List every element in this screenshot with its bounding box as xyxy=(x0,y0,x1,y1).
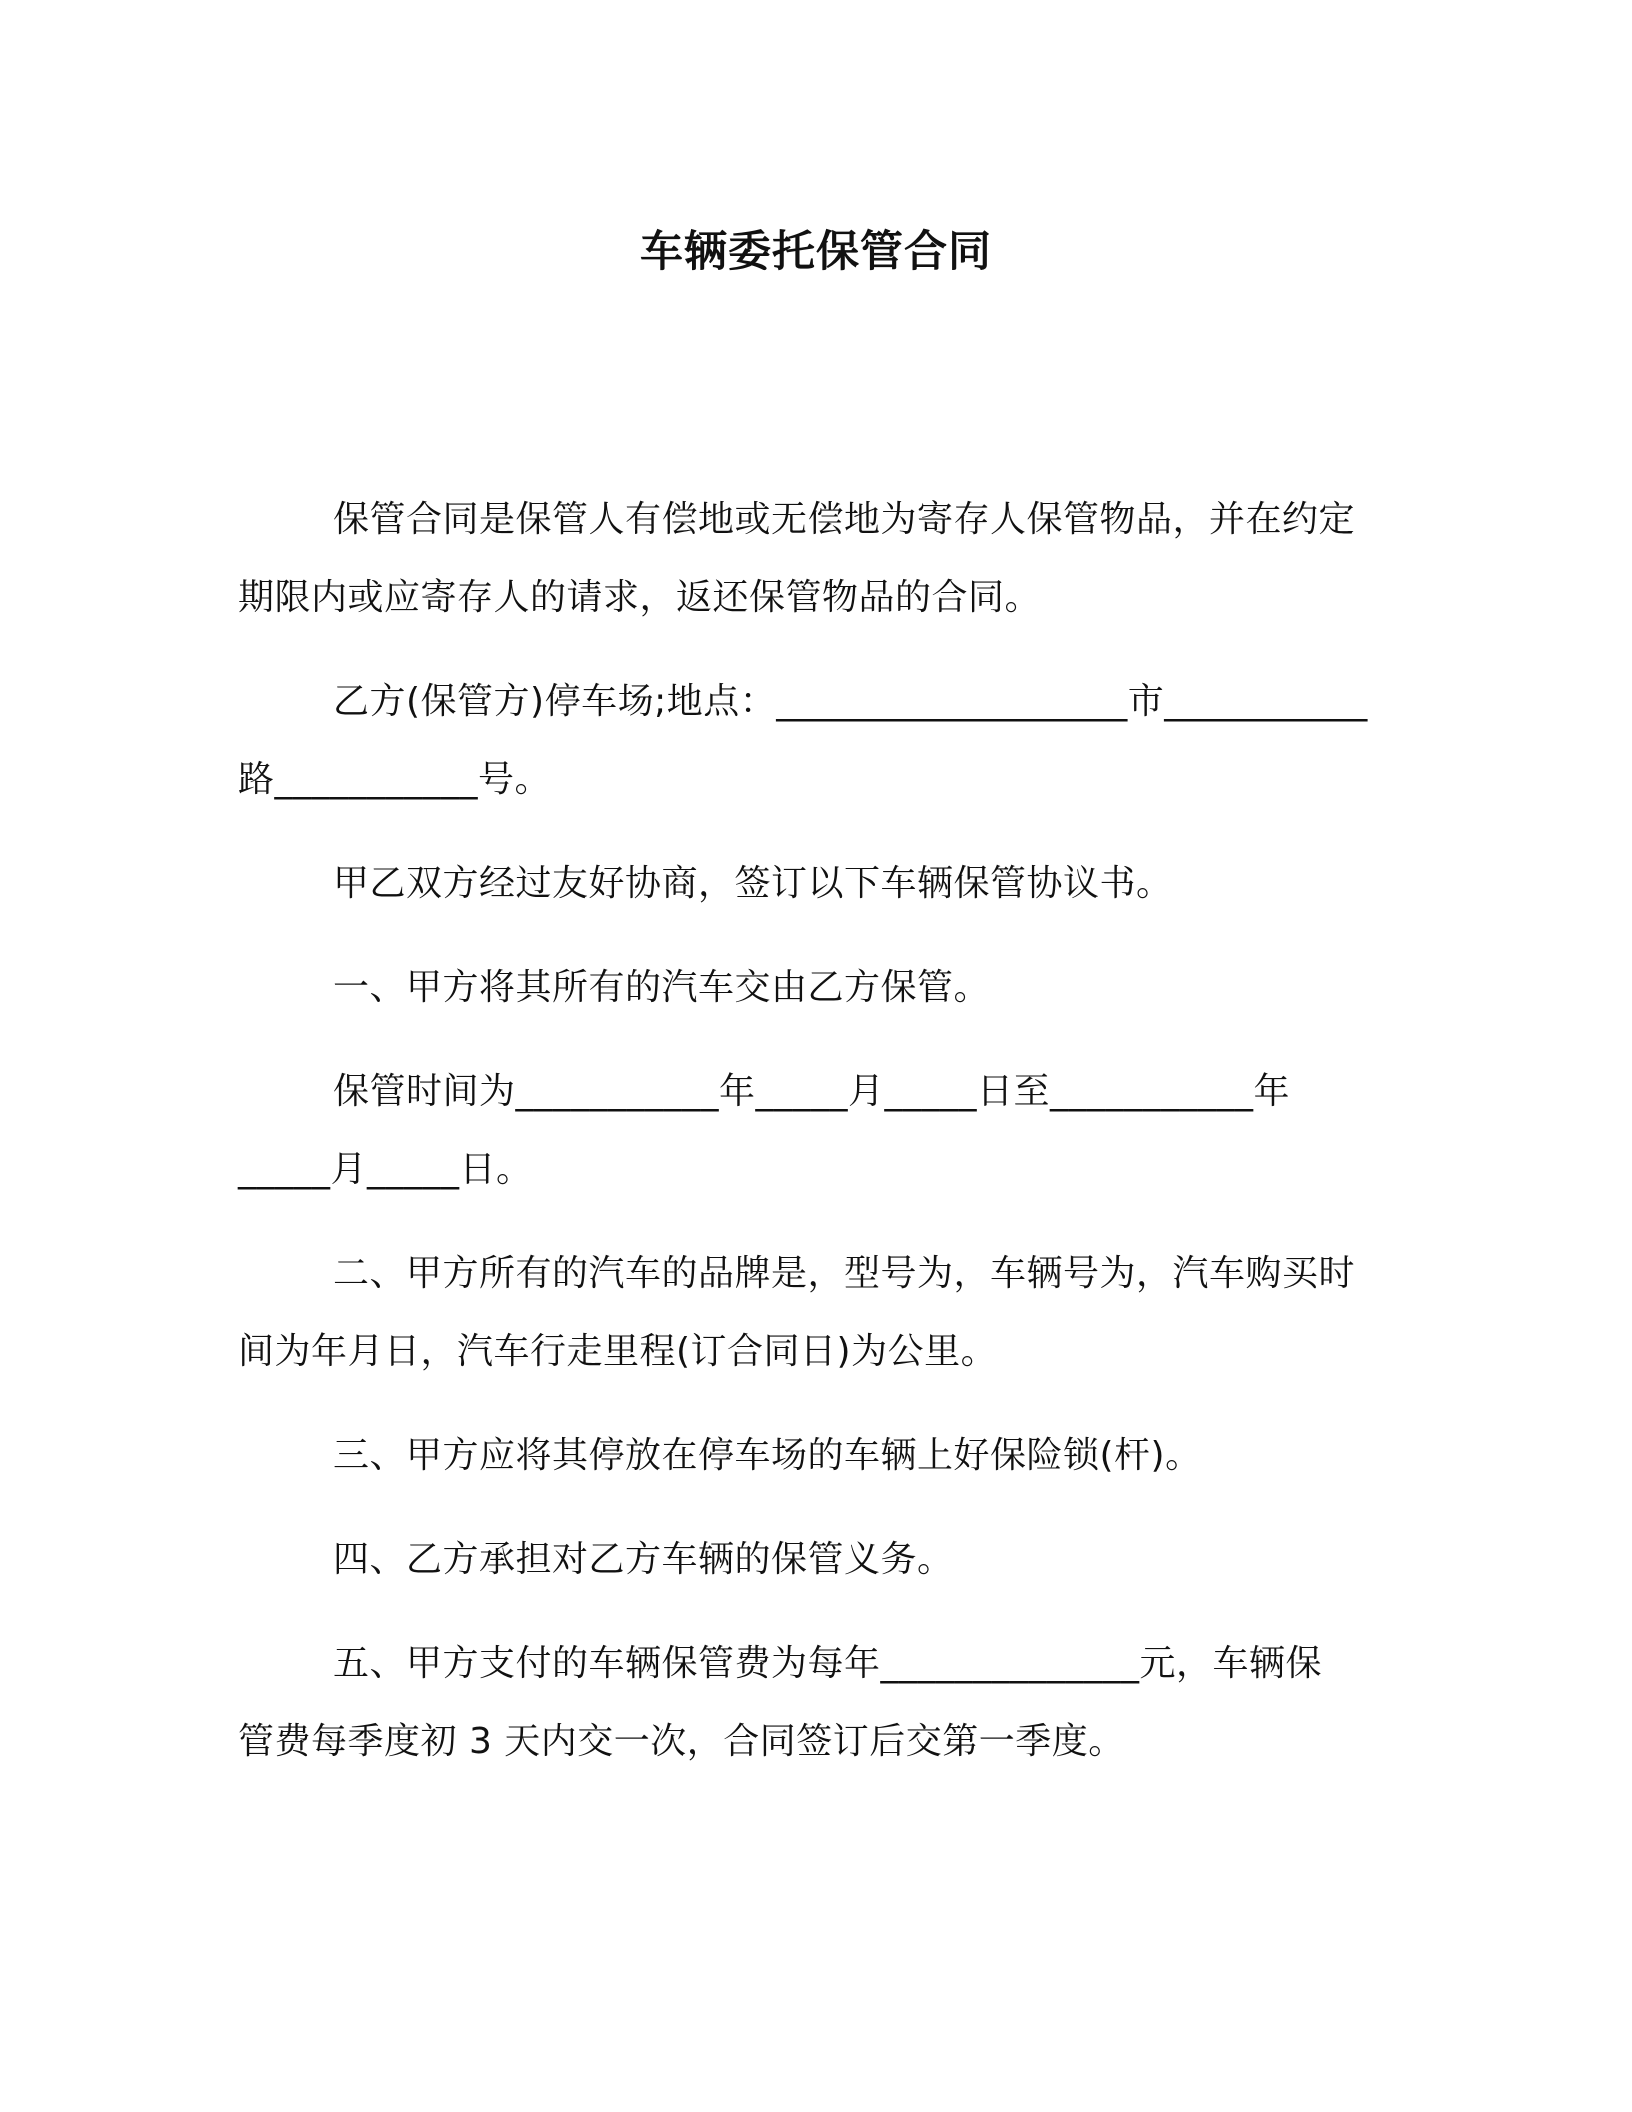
paragraph-line: 甲乙双方经过友好协商，签订以下车辆保管协议书。 xyxy=(333,863,1173,904)
document-title: 车辆委托保管合同 xyxy=(640,227,992,277)
paragraph-line: 乙方(保管方)停车场;地点：___________________市___________ xyxy=(333,681,1368,722)
paragraph-line: 三、甲方应将其停放在停车场的车辆上好保险锁(杆)。 xyxy=(333,1435,1202,1476)
paragraph-line: 保管时间为___________年_____月_____日至___________年 xyxy=(333,1071,1291,1112)
paragraph-line: 间为年月日，汽车行走里程(订合同日)为公里。 xyxy=(238,1331,998,1372)
paragraph-line: 二、甲方所有的汽车的品牌是，型号为，车辆号为，汽车购买时 xyxy=(333,1253,1356,1294)
paragraph-line: 一、甲方将其所有的汽车交由乙方保管。 xyxy=(333,967,991,1008)
paragraph-line: 路___________号。 xyxy=(238,759,552,800)
paragraph-line: 五、甲方支付的车辆保管费为每年______________元，车辆保 xyxy=(333,1643,1323,1684)
paragraph-line: _____月_____日。 xyxy=(238,1149,533,1190)
paragraph-line: 管费每季度初 3 天内交一次，合同签订后交第一季度。 xyxy=(238,1721,1125,1762)
paragraph-line: 保管合同是保管人有偿地或无偿地为寄存人保管物品，并在约定 xyxy=(333,499,1356,540)
paragraph-line: 期限内或应寄存人的请求，返还保管物品的合同。 xyxy=(238,577,1042,618)
paragraph-line: 四、乙方承担对乙方车辆的保管义务。 xyxy=(333,1539,954,1580)
